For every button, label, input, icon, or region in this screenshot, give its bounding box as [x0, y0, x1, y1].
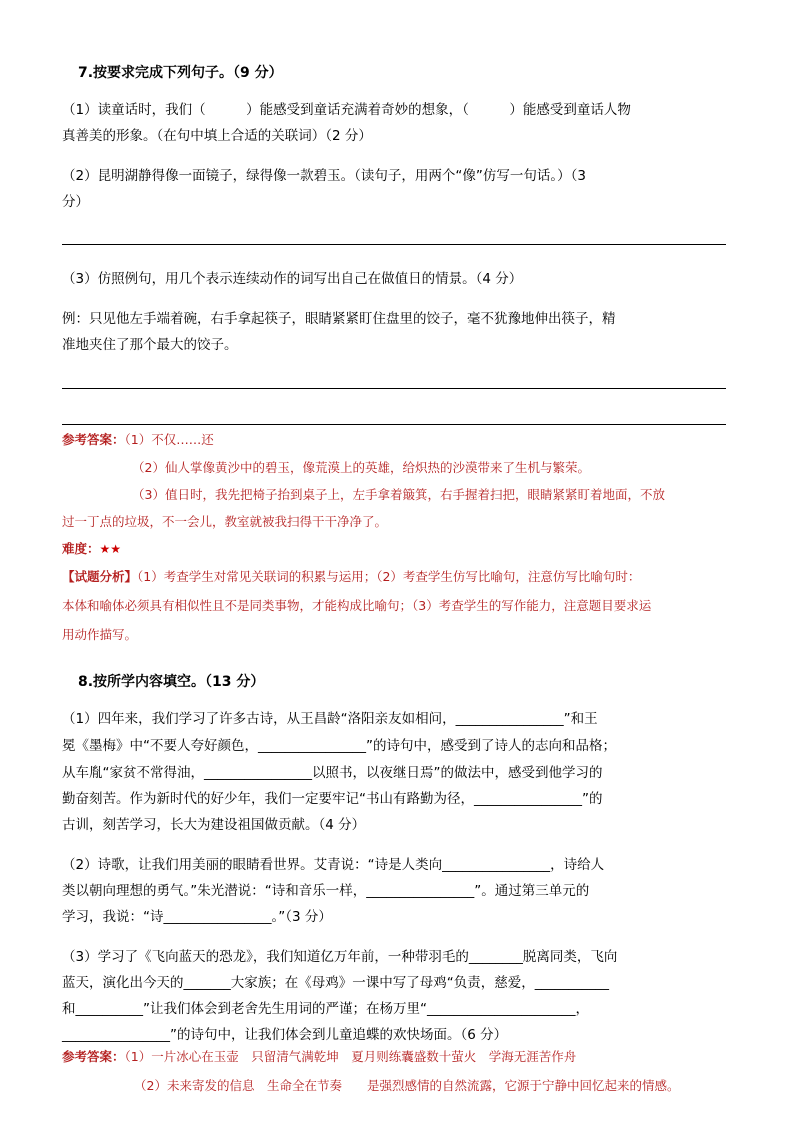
q8-answer-2: （2）未来寄发的信息 生命全在节奏 是强烈感情的自然流露，它源于宁静中回忆起来的情感。: [134, 1078, 680, 1093]
q7-example-line2: 准地夹住了那个最大的饺子。: [62, 337, 238, 353]
q7-part2-line1: （2）昆明湖静得像一面镜子，绿得像一款碧玉。（读句子，用两个“像”仿写一句话。）（3: [62, 168, 586, 184]
difficulty-stars: ★★: [99, 542, 122, 556]
question-8-title: 8.按所学内容填空。（13 分）: [78, 674, 265, 690]
difficulty-label: 难度：: [62, 541, 100, 556]
answer-writing-line[interactable]: [62, 424, 726, 425]
q8-answer-1: （1）一片冰心在玉壶 只留清气满乾坤 夏月则练囊盛数十萤火 学海无涯苦作舟: [124, 1049, 577, 1064]
q8-part1-line3: 从车胤“家贫不常得油，________________以照书，以夜继日焉”的做法中，感受到他学习的: [62, 765, 603, 781]
q8-part2-line2: 类以朝向理想的勇气。”朱光潜说：“诗和音乐一样，________________”。通过第三单元的: [62, 883, 590, 899]
q7-answer-3-line1: （3）值日时，我先把椅子抬到桌子上，左手拿着簸箕，右手握着扫把，眼睛紧紧盯着地面，不放: [132, 487, 665, 502]
analysis-label: 【试题分析】: [62, 569, 138, 584]
analysis-line1: （1）考查学生对常见关联词的积累与运用；（2）考查学生仿写比喻句，注意仿写比喻句时：: [137, 569, 641, 584]
q7-answer-3-line2: 过一丁点的垃圾，不一会儿，教室就被我扫得干干净净了。: [62, 514, 388, 529]
answer-label: 参考答案：: [62, 1049, 125, 1064]
analysis-line3: 用动作描写。: [62, 627, 138, 642]
difficulty-row: [62, 535, 734, 563]
q8-part1-line5: 古训，刻苦学习，长大为建设祖国做贡献。（4 分）: [62, 817, 366, 833]
q7-answer-row: [62, 426, 734, 454]
q7-part3-line1: （3）仿照例句，用几个表示连续动作的词写出自己在做值日的情景。（4 分）: [62, 271, 523, 287]
analysis-row: [62, 563, 734, 591]
q8-part1-line2: 冕《墨梅》中“不要人夸好颜色，________________”的诗句中，感受到了诗人的志向和品格；: [62, 738, 616, 754]
q8-part3-line1: （3）学习了《飞向蓝天的恐龙》，我们知道亿万年前，一种带羽毛的________脱离同类，飞向: [62, 949, 618, 965]
q7-part1-line1: （1）读童话时，我们（ ）能感受到童话充满着奇妙的想象，（ ）能感受到童话人物: [62, 102, 631, 118]
q8-part2-line1: （2）诗歌，让我们用美丽的眼睛看世界。艾青说：“诗是人类向________________，诗给人: [62, 857, 605, 873]
answer-writing-line[interactable]: [62, 244, 726, 245]
q8-answer-row: [62, 1043, 734, 1071]
q7-answer-2: （2）仙人掌像黄沙中的碧玉，像荒漠上的英雄，给炽热的沙漠带来了生机与繁荣。: [132, 460, 590, 475]
q8-part1-line4: 勤奋刻苦。作为新时代的好少年，我们一定要牢记“书山有路勤为径，________________”的: [62, 791, 603, 807]
q7-part2-line2: 分）: [62, 194, 89, 210]
q8-part3-line3: 和__________”让我们体会到老舍先生用词的严谨；在杨万里“______________________，: [62, 1001, 589, 1017]
q7-part1-line2: 真善美的形象。（在句中填上合适的关联词）（2 分）: [62, 128, 372, 144]
q8-part2-line3: 学习，我说：“诗________________。”（3 分）: [62, 909, 332, 925]
analysis-line2: 本体和喻体必须具有相似性且不是同类事物，才能构成比喻句；（3）考查学生的写作能力，注意题目要求运: [62, 598, 652, 613]
answer-label: 参考答案：: [62, 432, 125, 447]
q8-part3-line4: ________________”的诗句中，让我们体会到儿童追蝶的欢快场面。（6 分）: [62, 1027, 508, 1043]
question-7-title: 7.按要求完成下列句子。（9 分）: [78, 65, 283, 81]
q7-answer-1: （1）不仅……还: [124, 432, 214, 447]
q7-example-line1: 例：只见他左手端着碗，右手拿起筷子，眼睛紧紧盯住盘里的饺子，毫不犹豫地伸出筷子，精: [62, 311, 616, 327]
q8-part3-line2: 蓝天，演化出今天的_______大家族；在《母鸡》一课中写了母鸡“负责，慈爱，___________: [62, 975, 609, 991]
answer-writing-line[interactable]: [62, 388, 726, 389]
q8-part1-line1: （1）四年来，我们学习了许多古诗，从王昌龄“洛阳亲友如相问，________________”和王: [62, 711, 598, 727]
